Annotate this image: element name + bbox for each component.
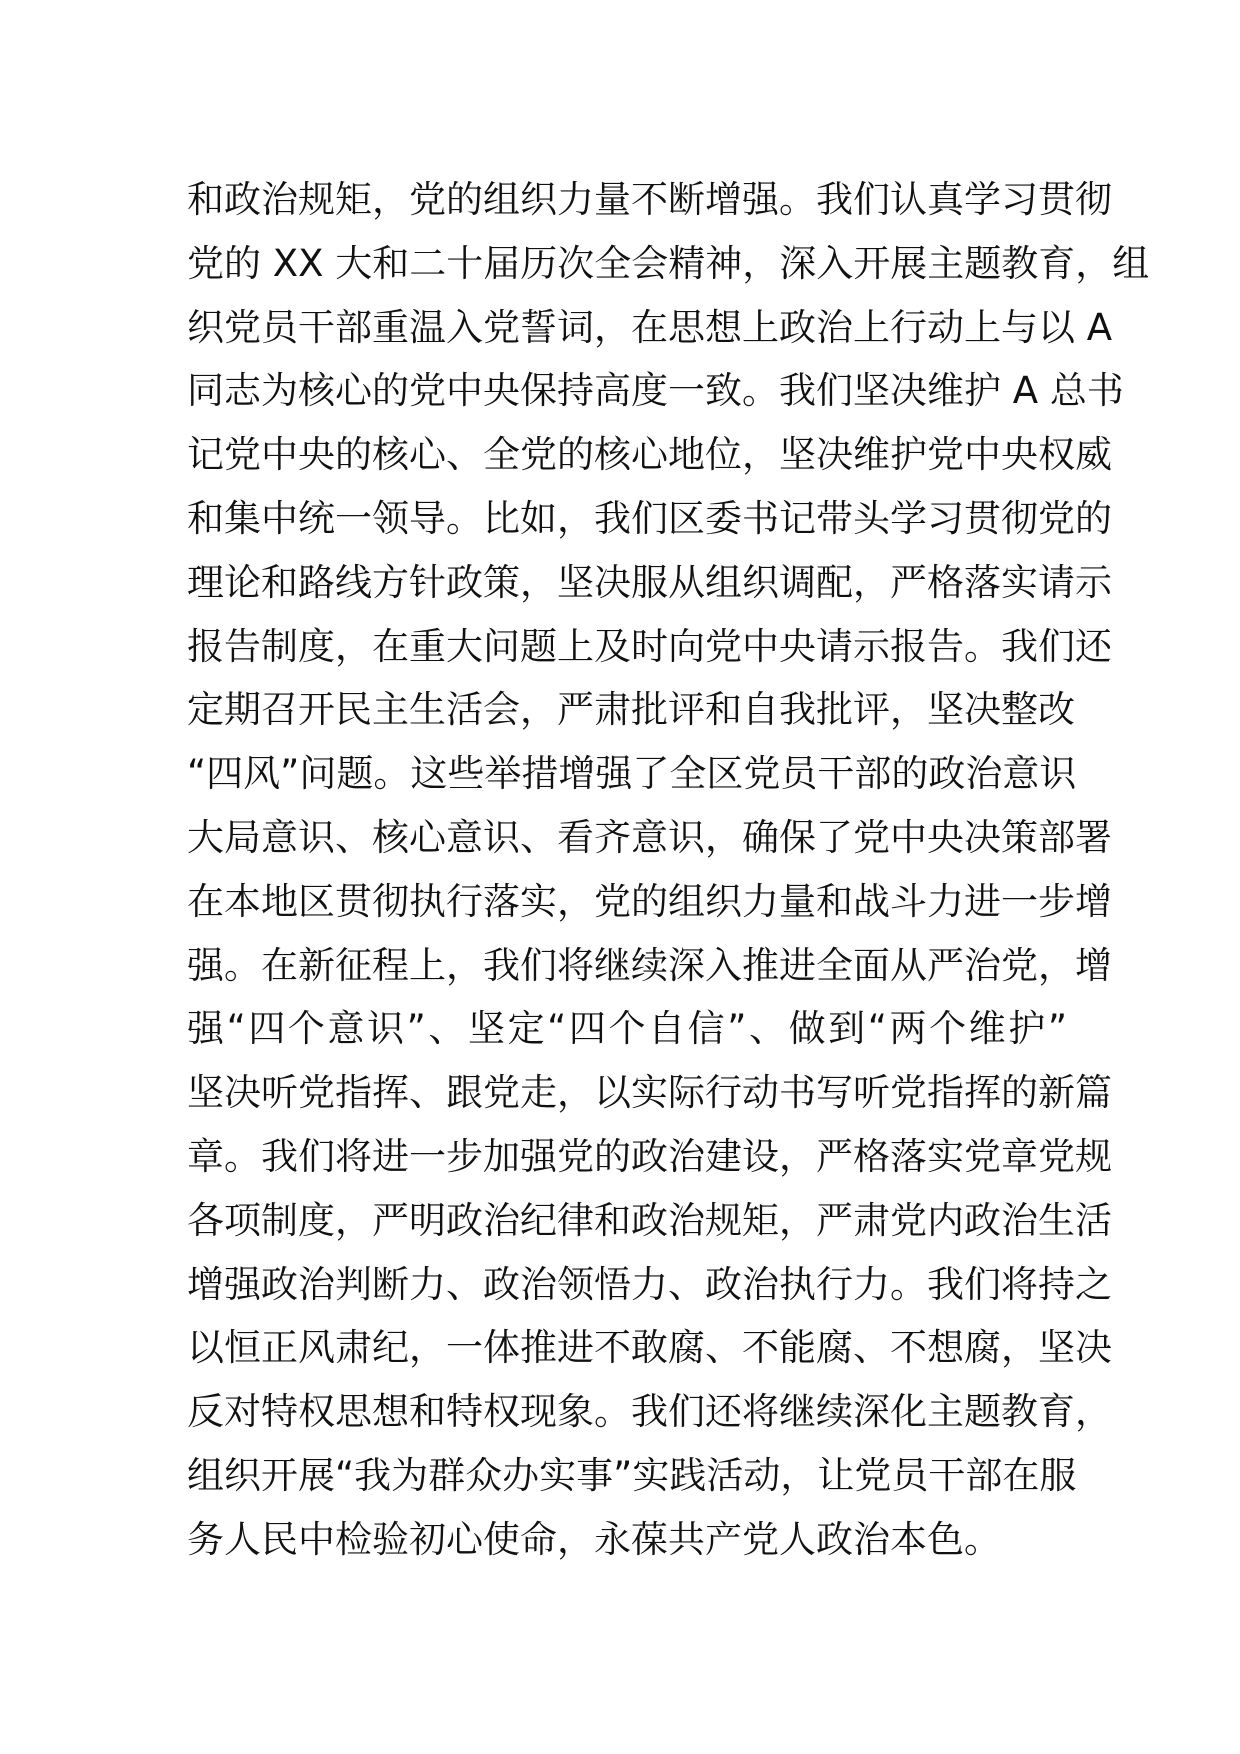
text-line-2: 党的 XX 大和二十届历次全会精神，深入开展主题教育，组 <box>187 241 1150 285</box>
text-line-8: 报告制度，在重大问题上及时向党中央请示报告。我们还 <box>187 624 1112 668</box>
text-line-17: 各项制度，严明政治纪律和政治规矩，严肃党内政治生活 <box>187 1198 1112 1242</box>
text-line-13: 强。在新征程上，我们将继续深入推进全面从严治党，增 <box>187 943 1112 987</box>
text-line-15: 坚决听党指挥、跟党走，以实际行动书写听党指挥的新篇 <box>187 1071 1112 1115</box>
text-line-1: 和政治规矩，党的组织力量不断增强。我们认真学习贯彻 <box>187 178 1112 221</box>
text-line-6: 和集中统一领导。比如，我们区委书记带头学习贯彻党的 <box>187 496 1112 540</box>
text-line-18: 增强政治判断力、政治领悟力、政治执行力。我们将持之 <box>187 1262 1112 1306</box>
text-line-9: 定期召开民主生活会，严肃批评和自我批评，坚决整改 <box>187 688 1075 732</box>
text-line-20: 反对特权思想和特权现象。我们还将继续深化主题教育， <box>187 1390 1112 1434</box>
text-line-21: 组织开展“我为群众办实事”实践活动，让党员干部在服 <box>187 1453 1077 1497</box>
text-line-5: 记党中央的核心、全党的核心地位，坚决维护党中央权威 <box>187 433 1112 477</box>
text-line-11: 大局意识、核心意识、看齐意识，确保了党中央决策部署 <box>187 815 1112 859</box>
text-line-16: 章。我们将进一步加强党的政治建设，严格落实党章党规 <box>187 1134 1112 1178</box>
text-line-10: “四风”问题。这些举措增强了全区党员干部的政治意识 <box>187 752 1077 796</box>
text-line-22: 务人民中检验初心使命，永葆共产党人政治本色。 <box>187 1517 1001 1561</box>
body-paragraph <box>187 168 1150 1572</box>
text-line-7: 理论和路线方针政策，坚决服从组织调配，严格落实请示 <box>187 560 1112 604</box>
text-line-3: 织党员干部重温入党誓词，在思想上政治上行动上与以 A <box>187 305 1113 349</box>
text-line-14: 强“四个意识”、坚定“四个自信”、做到“两个维护” <box>187 1007 1067 1051</box>
text-line-19: 以恒正风肃纪，一体推进不敢腐、不能腐、不想腐，坚决 <box>187 1326 1112 1370</box>
text-line-12: 在本地区贯彻执行落实，党的组织力量和战斗力进一步增 <box>187 879 1112 923</box>
text-line-4: 同志为核心的党中央保持高度一致。我们坚决维护 A 总书 <box>187 369 1124 413</box>
